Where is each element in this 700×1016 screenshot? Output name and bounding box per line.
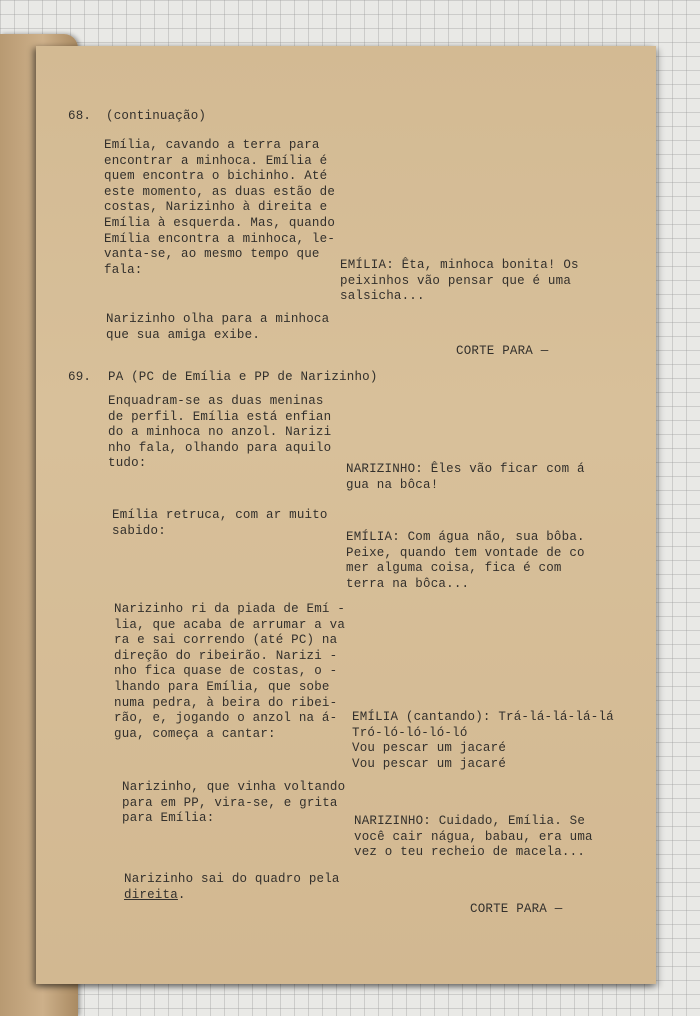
scene-68-number: 68. bbox=[68, 109, 92, 123]
scene-69-dialogue-narizinho-2: NARIZINHO: Cuidado, Emília. Se você cair nágua, babau, era uma vez o teu recheio de macela... bbox=[354, 814, 593, 860]
scene-69-direction-1: Enquadram-se as duas meninas de perfil. Emília está enfian do a minhoca no anzol. Narizi nho fala, olhando para aquilo tudo: bbox=[108, 394, 332, 471]
scene-68-heading: (continuação) bbox=[106, 109, 207, 123]
scene-69-direction-2: Emília retruca, com ar muito sabido: bbox=[112, 508, 328, 538]
scene-68-transition: CORTE PARA — bbox=[456, 344, 549, 358]
scene-68-direction-2: Narizinho olha para a minhoca que sua amiga exibe. bbox=[106, 312, 330, 342]
scene-69-direction-5-end: . bbox=[177, 887, 186, 902]
scene-68-dialogue-emilia: EMÍLIA: Êta, minhoca bonita! Os peixinhos vão pensar que é uma salsicha... bbox=[340, 258, 579, 304]
scene-69-dialogue-narizinho-1: NARIZINHO: Êles vão ficar com á gua na bôca! bbox=[346, 462, 585, 492]
scene-69-dialogue-emilia-1: EMÍLIA: Com água não, sua bôba. Peixe, quando tem vontade de co mer alguma coisa, fica é com terra na bôca... bbox=[346, 530, 585, 591]
scene-69-dialogue-emilia-song: EMÍLIA (cantando): Trá-lá-lá-lá-lá Tró-ló-ló-ló-ló Vou pescar um jacaré Vou pescar um jacaré bbox=[352, 710, 614, 771]
scene-69-direction-5-text: Narizinho sai do quadro pela bbox=[124, 872, 340, 886]
scene-69-number: 69. bbox=[68, 370, 92, 384]
scene-69-transition: CORTE PARA — bbox=[470, 902, 563, 916]
script-page bbox=[36, 46, 656, 984]
scene-69-heading: PA (PC de Emília e PP de Narizinho) bbox=[108, 370, 378, 384]
scene-69-direction-4: Narizinho, que vinha voltando para em PP, vira-se, e grita para Emília: bbox=[122, 780, 346, 826]
scene-69-direction-5-underlined: direita bbox=[124, 887, 178, 902]
scene-69-direction-5 bbox=[124, 872, 340, 903]
scene-69-direction-3: Narizinho ri da piada de Emí - lia, que acaba de arrumar a va ra e sai correndo (até PC) na direção do ribeirão. Narizi - nho fica quase de costas, o - lhando para Emília, que sobe numa pedra, à beira do ribei- rão, e, jogando o anzol na á- gua, começa a cantar: bbox=[114, 602, 346, 741]
scene-68-direction-1: Emília, cavando a terra para encontrar a minhoca. Emília é quem encontra o bichinho. Até este momento, as duas estão de costas, Narizinho à direita e Emília à esquerda. Mas, quando Emília encontra a minhoca, le- vanta-se, ao mesmo tempo que fala: bbox=[104, 138, 336, 277]
